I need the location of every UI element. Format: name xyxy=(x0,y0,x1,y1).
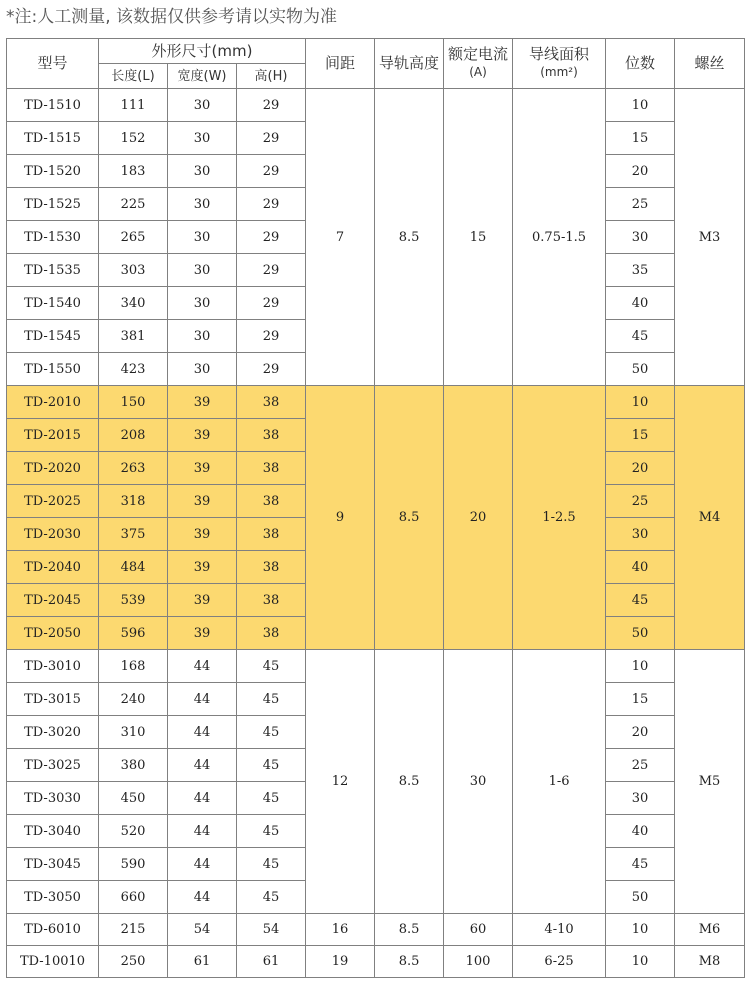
cell-model: TD-1510 xyxy=(7,89,99,122)
cell-model: TD-2015 xyxy=(7,419,99,452)
cell-model: TD-1525 xyxy=(7,188,99,221)
cell-pitch: 9 xyxy=(306,386,375,650)
cell-width: 44 xyxy=(168,881,237,914)
cell-height: 45 xyxy=(237,683,306,716)
cell-model: TD-3045 xyxy=(7,848,99,881)
cell-height: 38 xyxy=(237,617,306,650)
table-row xyxy=(7,914,745,946)
cell-model: TD-1545 xyxy=(7,320,99,353)
header-wire-area-unit: (mm²) xyxy=(540,65,578,79)
cell-length: 596 xyxy=(99,617,168,650)
disclaimer-note: *注:人工测量, 该数据仅供参考请以实物为准 xyxy=(6,7,338,27)
table-row xyxy=(7,386,745,419)
cell-rail-height: 8.5 xyxy=(375,914,444,946)
header-current-label: 额定电流 xyxy=(448,45,509,63)
cell-rail-height: 8.5 xyxy=(375,650,444,914)
cell-height: 29 xyxy=(237,188,306,221)
cell-length: 263 xyxy=(99,452,168,485)
cell-current: 20 xyxy=(444,386,513,650)
cell-length: 310 xyxy=(99,716,168,749)
cell-width: 39 xyxy=(168,584,237,617)
cell-model: TD-2045 xyxy=(7,584,99,617)
cell-length: 303 xyxy=(99,254,168,287)
cell-height: 45 xyxy=(237,881,306,914)
cell-model: TD-1535 xyxy=(7,254,99,287)
cell-positions: 30 xyxy=(606,782,675,815)
cell-positions: 10 xyxy=(606,89,675,122)
table-header xyxy=(7,39,745,89)
cell-length: 484 xyxy=(99,551,168,584)
cell-width: 30 xyxy=(168,89,237,122)
cell-length: 539 xyxy=(99,584,168,617)
cell-length: 240 xyxy=(99,683,168,716)
header-positions: 位数 xyxy=(606,39,675,89)
cell-positions: 25 xyxy=(606,485,675,518)
cell-model: TD-1550 xyxy=(7,353,99,386)
cell-width: 61 xyxy=(168,946,237,978)
cell-width: 30 xyxy=(168,122,237,155)
cell-height: 45 xyxy=(237,749,306,782)
cell-height: 38 xyxy=(237,452,306,485)
cell-width: 30 xyxy=(168,155,237,188)
cell-width: 44 xyxy=(168,815,237,848)
cell-height: 29 xyxy=(237,287,306,320)
spec-table xyxy=(6,38,745,978)
cell-positions: 45 xyxy=(606,848,675,881)
table-row xyxy=(7,650,745,683)
cell-height: 38 xyxy=(237,551,306,584)
table-row xyxy=(7,946,745,978)
cell-wire-area: 1-2.5 xyxy=(513,386,606,650)
cell-width: 39 xyxy=(168,485,237,518)
cell-width: 39 xyxy=(168,419,237,452)
cell-width: 30 xyxy=(168,254,237,287)
cell-positions: 30 xyxy=(606,518,675,551)
header-wire-area xyxy=(513,39,606,89)
cell-height: 29 xyxy=(237,353,306,386)
cell-model: TD-3040 xyxy=(7,815,99,848)
cell-height: 29 xyxy=(237,155,306,188)
header-width: 宽度(W) xyxy=(168,64,237,89)
cell-height: 45 xyxy=(237,848,306,881)
cell-width: 44 xyxy=(168,782,237,815)
cell-height: 54 xyxy=(237,914,306,946)
cell-width: 39 xyxy=(168,551,237,584)
cell-positions: 10 xyxy=(606,386,675,419)
cell-model: TD-2050 xyxy=(7,617,99,650)
cell-height: 29 xyxy=(237,254,306,287)
cell-length: 111 xyxy=(99,89,168,122)
cell-height: 38 xyxy=(237,386,306,419)
cell-positions: 45 xyxy=(606,584,675,617)
cell-height: 38 xyxy=(237,485,306,518)
cell-length: 215 xyxy=(99,914,168,946)
cell-current: 30 xyxy=(444,650,513,914)
cell-length: 340 xyxy=(99,287,168,320)
cell-model: TD-1515 xyxy=(7,122,99,155)
cell-length: 520 xyxy=(99,815,168,848)
header-model: 型号 xyxy=(7,39,99,89)
cell-model: TD-2020 xyxy=(7,452,99,485)
cell-length: 450 xyxy=(99,782,168,815)
cell-rail-height: 8.5 xyxy=(375,946,444,978)
cell-wire-area: 0.75-1.5 xyxy=(513,89,606,386)
cell-width: 39 xyxy=(168,386,237,419)
header-dimensions: 外形尺寸(mm) xyxy=(99,39,306,64)
cell-width: 30 xyxy=(168,221,237,254)
cell-wire-area: 1-6 xyxy=(513,650,606,914)
cell-width: 30 xyxy=(168,188,237,221)
cell-model: TD-3015 xyxy=(7,683,99,716)
cell-model: TD-3020 xyxy=(7,716,99,749)
cell-pitch: 16 xyxy=(306,914,375,946)
cell-width: 44 xyxy=(168,650,237,683)
cell-rail-height: 8.5 xyxy=(375,386,444,650)
cell-positions: 15 xyxy=(606,122,675,155)
table-body xyxy=(7,89,745,978)
cell-model: TD-2040 xyxy=(7,551,99,584)
cell-width: 30 xyxy=(168,287,237,320)
cell-positions: 40 xyxy=(606,287,675,320)
cell-screw: M8 xyxy=(675,946,745,978)
cell-screw: M5 xyxy=(675,650,745,914)
cell-positions: 40 xyxy=(606,815,675,848)
cell-current: 15 xyxy=(444,89,513,386)
cell-current: 100 xyxy=(444,946,513,978)
cell-wire-area: 6-25 xyxy=(513,946,606,978)
cell-positions: 50 xyxy=(606,881,675,914)
cell-positions: 25 xyxy=(606,749,675,782)
header-length: 长度(L) xyxy=(99,64,168,89)
cell-width: 39 xyxy=(168,518,237,551)
cell-positions: 10 xyxy=(606,650,675,683)
header-rail-height: 导轨高度 xyxy=(375,39,444,89)
cell-model: TD-2010 xyxy=(7,386,99,419)
cell-positions: 35 xyxy=(606,254,675,287)
cell-model: TD-6010 xyxy=(7,914,99,946)
cell-model: TD-3025 xyxy=(7,749,99,782)
cell-model: TD-10010 xyxy=(7,946,99,978)
cell-model: TD-3010 xyxy=(7,650,99,683)
cell-height: 45 xyxy=(237,815,306,848)
cell-height: 38 xyxy=(237,419,306,452)
cell-width: 54 xyxy=(168,914,237,946)
cell-length: 225 xyxy=(99,188,168,221)
cell-length: 150 xyxy=(99,386,168,419)
cell-height: 38 xyxy=(237,584,306,617)
cell-width: 44 xyxy=(168,683,237,716)
cell-model: TD-2025 xyxy=(7,485,99,518)
cell-height: 29 xyxy=(237,89,306,122)
cell-positions: 10 xyxy=(606,914,675,946)
cell-length: 375 xyxy=(99,518,168,551)
cell-screw: M4 xyxy=(675,386,745,650)
cell-model: TD-1520 xyxy=(7,155,99,188)
cell-positions: 40 xyxy=(606,551,675,584)
cell-model: TD-3050 xyxy=(7,881,99,914)
cell-model: TD-2030 xyxy=(7,518,99,551)
cell-height: 45 xyxy=(237,650,306,683)
cell-width: 39 xyxy=(168,452,237,485)
cell-height: 38 xyxy=(237,518,306,551)
cell-height: 29 xyxy=(237,221,306,254)
cell-width: 44 xyxy=(168,749,237,782)
cell-positions: 15 xyxy=(606,419,675,452)
cell-height: 61 xyxy=(237,946,306,978)
cell-positions: 30 xyxy=(606,221,675,254)
table-row xyxy=(7,89,745,122)
header-wire-area-label: 导线面积 xyxy=(529,45,590,63)
cell-length: 168 xyxy=(99,650,168,683)
cell-height: 29 xyxy=(237,122,306,155)
cell-positions: 50 xyxy=(606,353,675,386)
cell-length: 381 xyxy=(99,320,168,353)
cell-pitch: 19 xyxy=(306,946,375,978)
cell-length: 423 xyxy=(99,353,168,386)
header-screw: 螺丝 xyxy=(675,39,745,89)
cell-length: 380 xyxy=(99,749,168,782)
cell-screw: M3 xyxy=(675,89,745,386)
cell-width: 30 xyxy=(168,353,237,386)
cell-positions: 45 xyxy=(606,320,675,353)
cell-length: 183 xyxy=(99,155,168,188)
header-height: 高(H) xyxy=(237,64,306,89)
cell-positions: 10 xyxy=(606,946,675,978)
header-current-unit: (A) xyxy=(469,65,487,79)
cell-width: 44 xyxy=(168,848,237,881)
cell-length: 318 xyxy=(99,485,168,518)
cell-width: 44 xyxy=(168,716,237,749)
cell-model: TD-3030 xyxy=(7,782,99,815)
cell-length: 152 xyxy=(99,122,168,155)
cell-rail-height: 8.5 xyxy=(375,89,444,386)
header-current xyxy=(444,39,513,89)
cell-pitch: 7 xyxy=(306,89,375,386)
cell-width: 39 xyxy=(168,617,237,650)
cell-height: 45 xyxy=(237,782,306,815)
cell-height: 45 xyxy=(237,716,306,749)
cell-positions: 25 xyxy=(606,188,675,221)
cell-length: 250 xyxy=(99,946,168,978)
cell-length: 208 xyxy=(99,419,168,452)
cell-height: 29 xyxy=(237,320,306,353)
cell-screw: M6 xyxy=(675,914,745,946)
cell-wire-area: 4-10 xyxy=(513,914,606,946)
cell-pitch: 12 xyxy=(306,650,375,914)
cell-positions: 50 xyxy=(606,617,675,650)
cell-length: 660 xyxy=(99,881,168,914)
cell-length: 265 xyxy=(99,221,168,254)
cell-positions: 20 xyxy=(606,155,675,188)
cell-length: 590 xyxy=(99,848,168,881)
cell-current: 60 xyxy=(444,914,513,946)
cell-model: TD-1530 xyxy=(7,221,99,254)
cell-positions: 20 xyxy=(606,452,675,485)
cell-model: TD-1540 xyxy=(7,287,99,320)
cell-positions: 15 xyxy=(606,683,675,716)
cell-positions: 20 xyxy=(606,716,675,749)
cell-width: 30 xyxy=(168,320,237,353)
header-pitch: 间距 xyxy=(306,39,375,89)
